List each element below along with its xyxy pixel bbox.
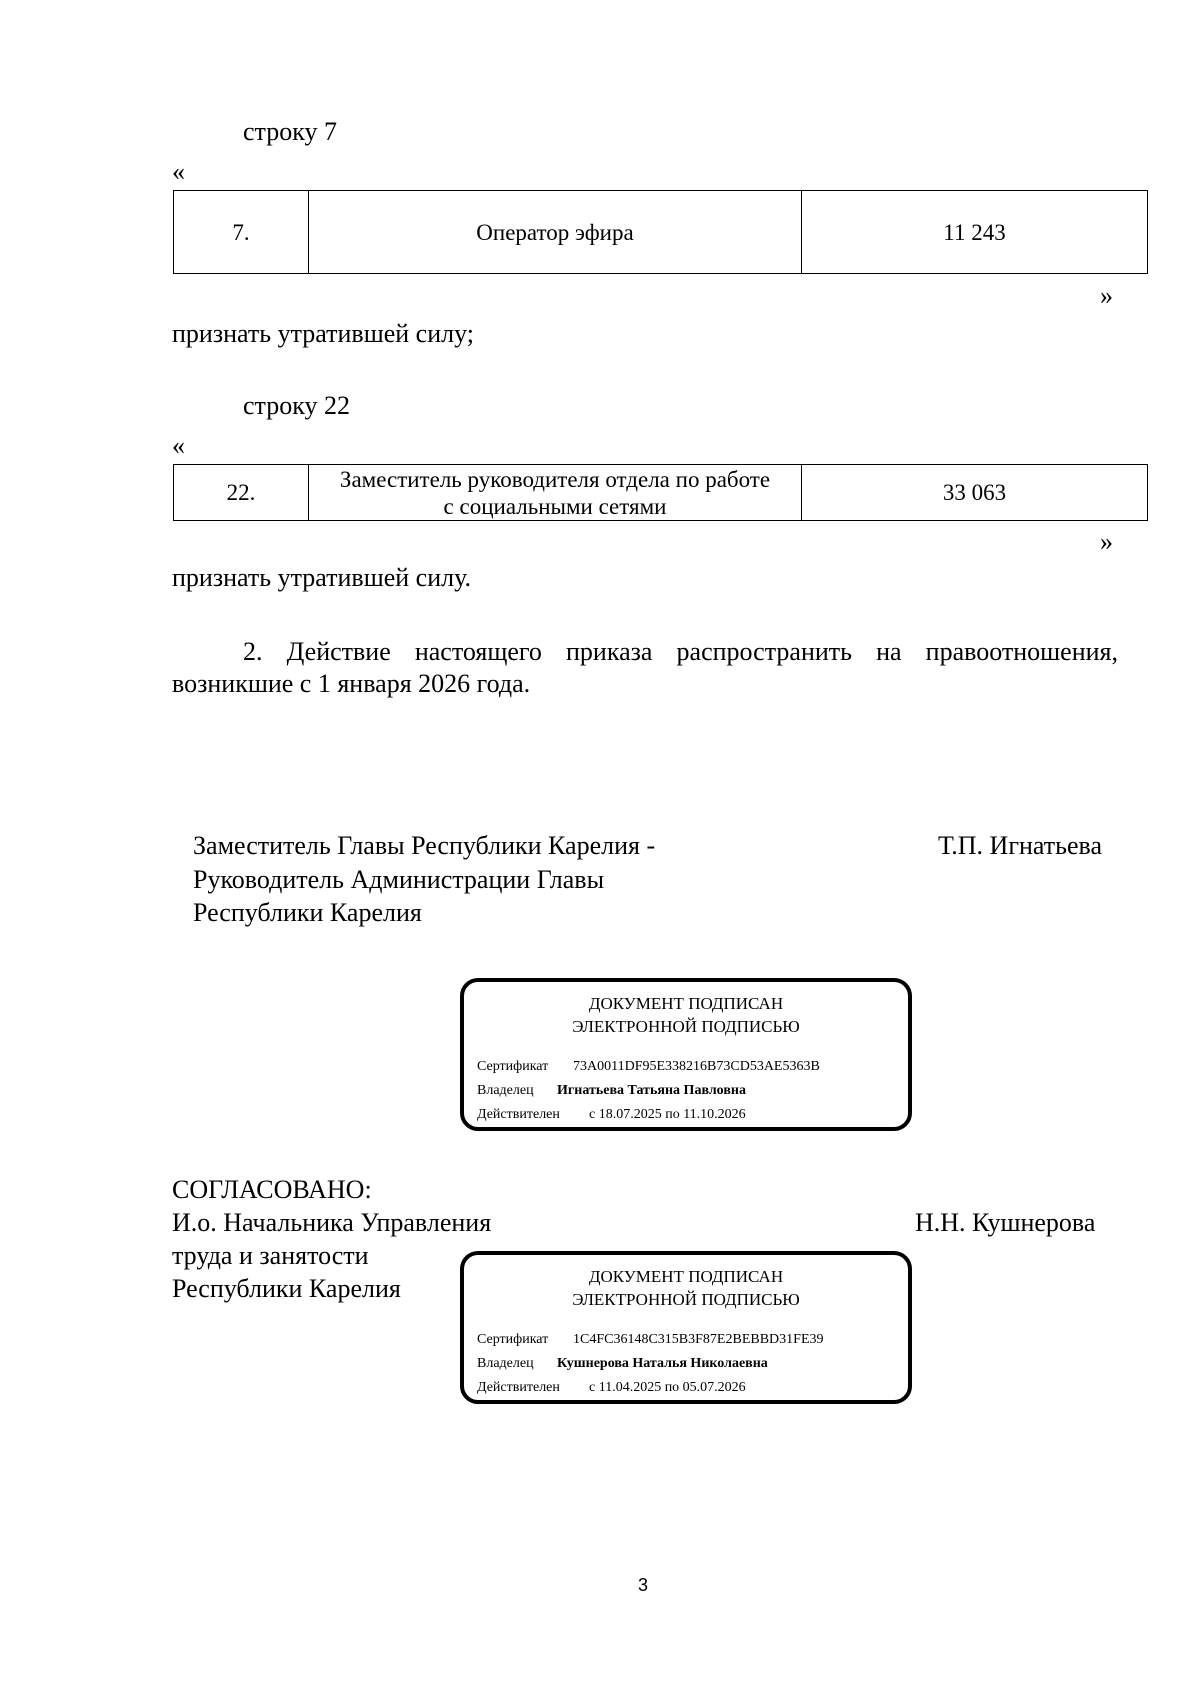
stamp-certificate-label: Сертификат bbox=[477, 1059, 549, 1074]
stamp-header-line1: ДОКУМЕНТ ПОДПИСАН bbox=[588, 1267, 784, 1286]
stamp-owner-row bbox=[477, 1082, 746, 1100]
row-number: 7. bbox=[174, 191, 309, 274]
e-signature-stamp-2 bbox=[460, 1251, 912, 1404]
stamp-owner-value: Кушнерова Наталья Николаевна bbox=[557, 1356, 768, 1371]
row-title-line2: с социальными сетями bbox=[443, 493, 667, 519]
signatory-title-line2: Руководитель Администрации Главы bbox=[193, 865, 605, 894]
section2-open-quote: « bbox=[172, 431, 185, 460]
row-title: Оператор эфира bbox=[309, 191, 802, 274]
section2-close-quote: » bbox=[1100, 527, 1113, 556]
signatory-title-line1: Заместитель Главы Республики Карелия - bbox=[193, 831, 656, 860]
stamp-valid-row bbox=[477, 1106, 746, 1124]
row-amount: 33 063 bbox=[802, 465, 1148, 521]
e-signature-stamp-1 bbox=[460, 978, 912, 1131]
stamp-header-line1: ДОКУМЕНТ ПОДПИСАН bbox=[588, 994, 784, 1013]
stamp-certificate-row bbox=[477, 1331, 824, 1349]
stamp-valid-row bbox=[477, 1379, 746, 1397]
approval-title-line3: Республики Карелия bbox=[172, 1274, 401, 1303]
section1-heading: строку 7 bbox=[243, 117, 337, 146]
section2-action: признать утратившей силу. bbox=[172, 563, 471, 592]
stamp-valid-value: с 11.04.2025 по 05.07.2026 bbox=[589, 1380, 746, 1395]
stamp-certificate-value: 73A0011DF95E338216B73CD53AE5363B bbox=[573, 1059, 820, 1074]
stamp-header-line2: ЭЛЕКТРОННОЙ ПОДПИСЬЮ bbox=[572, 1017, 800, 1036]
approval-title-line2: труда и занятости bbox=[172, 1241, 369, 1270]
stamp-owner-label: Владелец bbox=[477, 1356, 534, 1371]
section2-table bbox=[173, 464, 1148, 521]
stamp-valid-label: Действителен bbox=[477, 1380, 560, 1395]
approval-name: Н.Н. Кушнерова bbox=[915, 1208, 1096, 1237]
row-title bbox=[309, 465, 802, 521]
row-title-line1: Заместитель руководителя отдела по работе bbox=[339, 466, 771, 492]
stamp-owner-label: Владелец bbox=[477, 1083, 534, 1098]
section1-table bbox=[173, 190, 1148, 274]
section2-heading: строку 22 bbox=[243, 391, 350, 420]
stamp-certificate-label: Сертификат bbox=[477, 1332, 549, 1347]
table-row bbox=[174, 465, 1148, 521]
section1-action: признать утратившей силу; bbox=[172, 319, 474, 348]
section1-close-quote: » bbox=[1100, 281, 1113, 310]
row-amount: 11 243 bbox=[802, 191, 1148, 274]
signatory-title-line3: Республики Карелия bbox=[193, 898, 422, 927]
stamp-certificate-row bbox=[477, 1058, 820, 1076]
stamp-owner-value: Игнатьева Татьяна Павловна bbox=[557, 1083, 746, 1098]
stamp-valid-label: Действителен bbox=[477, 1107, 560, 1122]
stamp-header-line2: ЭЛЕКТРОННОЙ ПОДПИСЬЮ bbox=[572, 1290, 800, 1309]
row-number: 22. bbox=[174, 465, 309, 521]
stamp-owner-row bbox=[477, 1355, 768, 1373]
approval-heading: СОГЛАСОВАНО: bbox=[172, 1175, 372, 1204]
signatory-name: Т.П. Игнатьева bbox=[938, 831, 1103, 860]
clause-2-paragraph: 2. Действие настоящего приказа распространить на правоотношения, возникшие с 1 января 2026 года. bbox=[172, 637, 1118, 698]
stamp-certificate-value: 1C4FC36148C315B3F87E2BEBBD31FE39 bbox=[573, 1332, 824, 1347]
table-row bbox=[174, 191, 1148, 274]
stamp-valid-value: с 18.07.2025 по 11.10.2026 bbox=[589, 1107, 746, 1122]
section1-open-quote: « bbox=[172, 157, 185, 186]
approval-title-line1: И.о. Начальника Управления bbox=[172, 1208, 492, 1237]
page-number: 3 bbox=[638, 1575, 649, 1595]
